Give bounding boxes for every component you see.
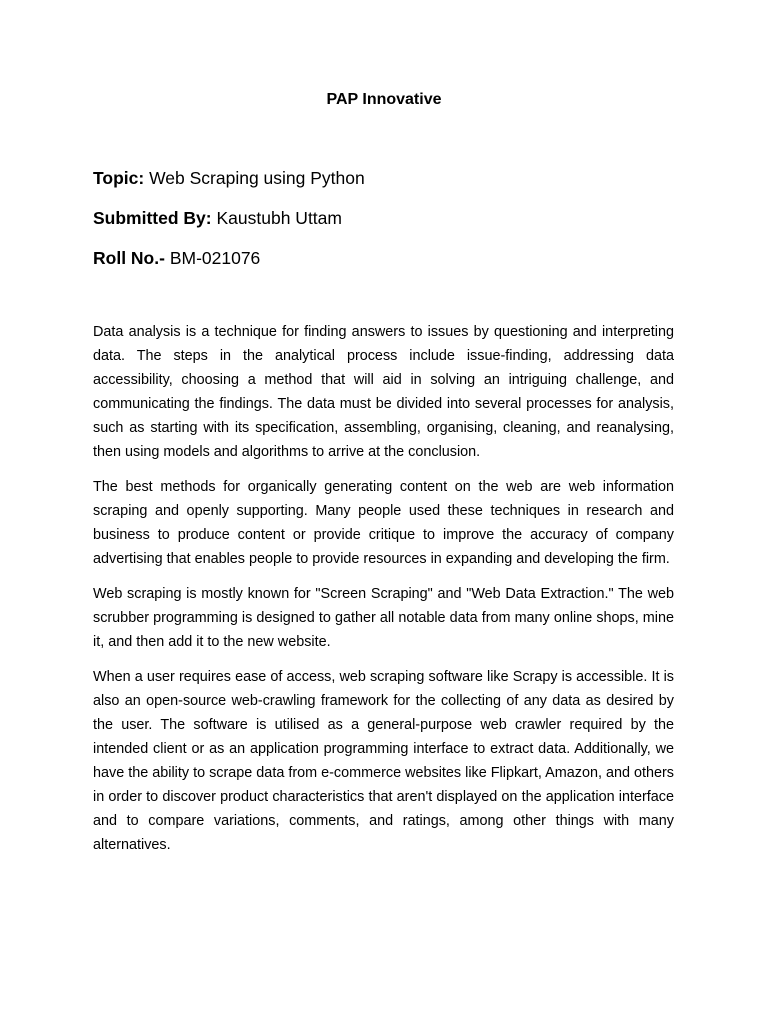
paragraph: Web scraping is mostly known for "Screen Scraping" and "Web Data Extraction." The web scrubber programming is designed to gather all notable data from many online shops, mine it, and then add it to the new website. — [93, 586, 674, 650]
paragraph: Data analysis is a technique for finding answers to issues by questioning and interpreting data. The steps in the analytical process include issue-finding, addressing data accessibility, choosing a method that will aid in solving an intriguing challenge, and communicating the findings. The data must be divided into several processes for analysis, such as starting with its specification, assembling, organising, cleaning, and reanalysing, then using models and algorithms to arrive at the conclusion. — [93, 324, 674, 460]
topic-line — [93, 166, 365, 190]
paragraph: When a user requires ease of access, web scraping software like Scrapy is accessible. It is also an open-source web-crawling framework for the collecting of any data as desired by the user. The software is utilised as a general-purpose web crawler required by the intended client or as an application programming interface to extract data. Additionally, we have the ability to scrape data from e-commerce websites like Flipkart, Amazon, and others in order to discover product characteristics that aren't displayed on the application interface and to compare variations, comments, and ratings, among other things with many alternatives. — [93, 669, 674, 853]
topic-label: Topic: — [93, 168, 145, 188]
roll-no-label: Roll No.- — [93, 248, 165, 268]
body-text — [93, 320, 674, 868]
submitted-by-value: Kaustubh Uttam — [216, 208, 342, 228]
submitted-by-line — [93, 206, 342, 230]
roll-no-value: BM-021076 — [169, 248, 261, 268]
roll-no-line — [93, 246, 260, 270]
topic-value: Web Scraping using Python — [149, 168, 365, 188]
submitted-by-label: Submitted By: — [93, 208, 212, 228]
document-title: PAP Innovative — [326, 91, 442, 108]
paragraph: The best methods for organically generating content on the web are web information scraping and openly supporting. Many people used these techniques in research and business to produce content or provide critique to improve the accuracy of company advertising that enables people to provide resources in expanding and developing the firm. — [93, 479, 674, 567]
